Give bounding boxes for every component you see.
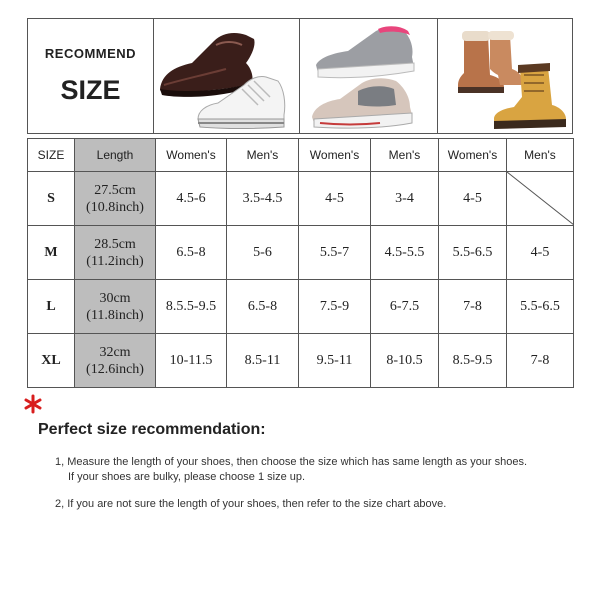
size-label: L (28, 280, 75, 334)
note-1-line-1: 1, Measure the length of your shoes, then choose the size which has same length as your shoes. (55, 456, 528, 468)
table-header-row (28, 139, 574, 172)
recommend-header (27, 18, 573, 134)
size-value: 7-8 (507, 334, 574, 388)
header-mens: Men's (371, 139, 439, 172)
diagonal-line-icon (507, 172, 574, 225)
header-size: SIZE (28, 139, 75, 172)
size-value: 4-5 (299, 172, 371, 226)
table-row (28, 334, 574, 388)
size-chart-table (27, 138, 574, 388)
header-title-bottom: SIZE (60, 75, 121, 105)
length-cell (75, 334, 156, 388)
header-mens: Men's (507, 139, 574, 172)
size-value: 6-7.5 (371, 280, 439, 334)
table-row (28, 226, 574, 280)
size-value: 7-8 (439, 280, 507, 334)
header-title (28, 19, 154, 133)
size-value: 8.5-9.5 (439, 334, 507, 388)
length-inch: (10.8inch) (86, 199, 144, 215)
length-cm: 32cm (99, 344, 131, 360)
size-value: 3-4 (371, 172, 439, 226)
asterisk-icon (23, 394, 43, 414)
size-value: 6.5-8 (227, 280, 299, 334)
length-inch: (11.2inch) (86, 253, 144, 269)
table-row (28, 172, 574, 226)
length-inch: (12.6inch) (86, 361, 144, 377)
length-cm: 27.5cm (94, 182, 136, 198)
note-1 (55, 455, 527, 485)
running-shoe-icon (300, 19, 437, 133)
size-value: 8-10.5 (371, 334, 439, 388)
size-value: 6.5-8 (156, 226, 227, 280)
length-inch: (11.8inch) (86, 307, 144, 323)
header-title-top: RECOMMEND (44, 46, 137, 61)
recommendation-title: Perfect size recommendation: (38, 421, 266, 438)
size-label: S (28, 172, 75, 226)
size-value: 5.5-6.5 (507, 280, 574, 334)
size-value: 4.5-6 (156, 172, 227, 226)
length-cell (75, 280, 156, 334)
header-length: Length (75, 139, 156, 172)
empty-diagonal-cell (507, 172, 574, 226)
length-cell (75, 172, 156, 226)
size-value: 4.5-5.5 (371, 226, 439, 280)
work-boot-icon (438, 19, 572, 133)
casual-shoes-picture (154, 19, 300, 133)
boots-picture (438, 19, 572, 133)
header-mens: Men's (227, 139, 299, 172)
length-cm: 30cm (99, 290, 131, 306)
note-2: 2, If you are not sure the length of your shoes, then refer to the size chart above. (55, 498, 447, 510)
length-cm: 28.5cm (94, 236, 136, 252)
sneakers-picture (300, 19, 438, 133)
header-womens: Women's (156, 139, 227, 172)
size-value: 4-5 (439, 172, 507, 226)
size-value: 3.5-4.5 (227, 172, 299, 226)
header-womens: Women's (439, 139, 507, 172)
sneaker-icon (154, 19, 299, 133)
size-value: 5.5-7 (299, 226, 371, 280)
size-label: M (28, 226, 75, 280)
note-1-line-2: If your shoes are bulky, please choose 1 size up. (68, 471, 306, 483)
size-value: 4-5 (507, 226, 574, 280)
table-row (28, 280, 574, 334)
size-label: XL (28, 334, 75, 388)
size-value: 8.5-11 (227, 334, 299, 388)
size-value: 9.5-11 (299, 334, 371, 388)
header-womens: Women's (299, 139, 371, 172)
size-value: 8.5.5-9.5 (156, 280, 227, 334)
size-value: 10-11.5 (156, 334, 227, 388)
size-value: 5.5-6.5 (439, 226, 507, 280)
size-value: 5-6 (227, 226, 299, 280)
length-cell (75, 226, 156, 280)
size-value: 7.5-9 (299, 280, 371, 334)
